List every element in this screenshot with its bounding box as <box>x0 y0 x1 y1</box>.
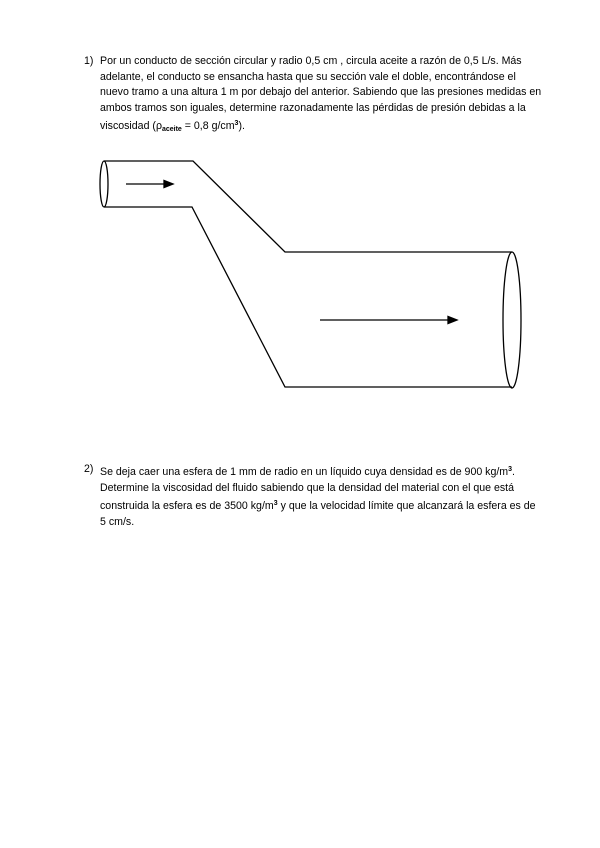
problem-text-part-3: y que la velocidad límite que alcanzará la esfera es de 5 cm/s. <box>100 500 536 528</box>
exponent-1: 3 <box>508 466 513 473</box>
problem-text <box>100 462 544 530</box>
pipe-outlet-end <box>503 252 521 388</box>
flow-arrow-inlet <box>126 181 173 188</box>
flow-arrow-outlet <box>320 317 457 324</box>
exponent-2: 3 <box>273 500 278 507</box>
problem-text-end: ). <box>238 120 245 132</box>
problem-number: 1) <box>84 55 94 67</box>
rho-symbol: ρ <box>155 120 162 132</box>
problem-2 <box>84 462 544 530</box>
rho-value: = 0,8 g/cm <box>181 120 235 132</box>
problem-number: 2) <box>84 463 94 475</box>
rho-subscript: aceite <box>161 126 182 133</box>
problem-text-part-1: Se deja caer una esfera de 1 mm de radio en un líquido cuya densidad es de 900 kg/m <box>100 466 509 478</box>
pipe-lower-outline <box>104 207 512 387</box>
pipe-inlet-end <box>100 161 108 207</box>
problem-text-part-2: . Determine la viscosidad del fluido sabiendo que la densidad del material con el que está construida la esfera es de 3500 kg/m <box>100 466 515 512</box>
rho-exponent: 3 <box>234 120 239 127</box>
problem-text-body: Por un conducto de sección circular y radio 0,5 cm , circula aceite a razón de 0,5 L/s. Más adelante, el conducto se ensancha hasta que su sección vale el doble, encontrándose el nuevo tramo a una altura 1 m por debajo del anterior. Sabiendo que las presiones medidas en ambos tramos son iguales, determine razonadamente las pérdidas de presión debidas a la viscosidad ( <box>100 55 542 132</box>
